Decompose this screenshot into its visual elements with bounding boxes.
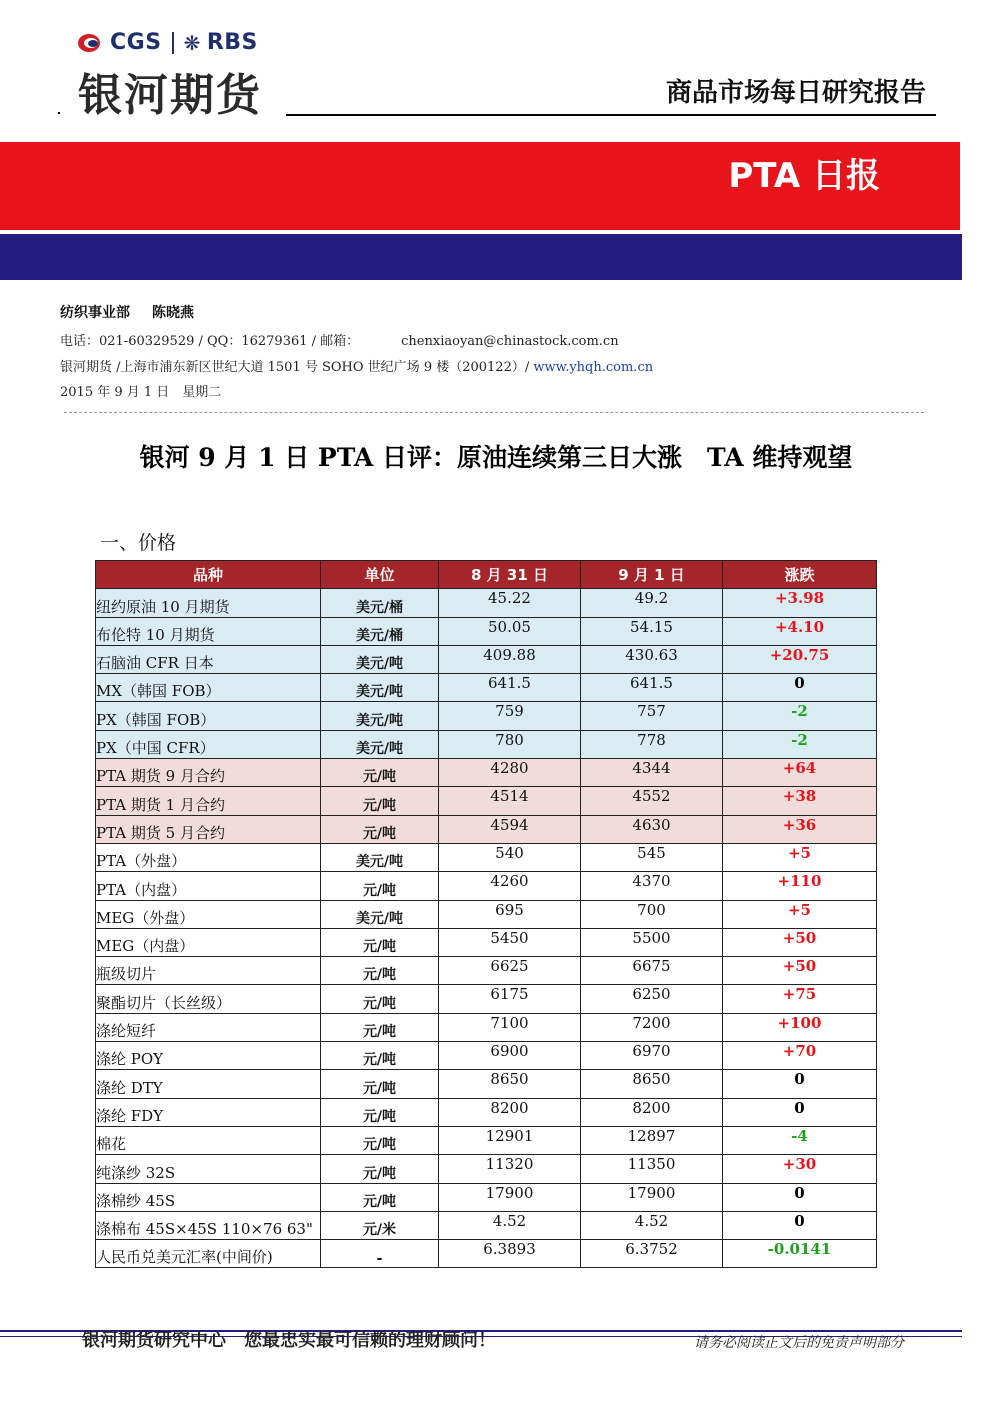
cell-unit: 元/米 <box>321 1211 439 1239</box>
cell-change: +64 <box>723 759 877 787</box>
contact-line <box>60 330 619 349</box>
table-row <box>96 1013 877 1041</box>
cell-curr: 641.5 <box>581 674 723 702</box>
dashed-divider <box>64 412 924 413</box>
header-change: 涨跌 <box>723 561 877 589</box>
table-row <box>96 872 877 900</box>
cell-change: +4.10 <box>723 617 877 645</box>
cell-change: +5 <box>723 843 877 871</box>
cell-prev: 17900 <box>439 1183 581 1211</box>
table-row <box>96 843 877 871</box>
cell-prev: 4280 <box>439 759 581 787</box>
logo-cn-text: 银河期货 <box>78 70 262 121</box>
cell-prev: 695 <box>439 900 581 928</box>
cell-unit: 美元/吨 <box>321 843 439 871</box>
cell-change: -2 <box>723 702 877 730</box>
cell-prev: 7100 <box>439 1013 581 1041</box>
cell-name: 涤纶 POY <box>96 1042 321 1070</box>
cell-name: PTA（内盘） <box>96 872 321 900</box>
table-row <box>96 759 877 787</box>
cell-change: +3.98 <box>723 589 877 617</box>
blue-band <box>0 234 962 280</box>
author-line <box>60 302 194 322</box>
cell-unit: 元/吨 <box>321 1126 439 1154</box>
company-logo <box>78 30 262 123</box>
cell-prev: 50.05 <box>439 617 581 645</box>
cell-change: -2 <box>723 730 877 758</box>
table-row <box>96 900 877 928</box>
cell-unit: 元/吨 <box>321 928 439 956</box>
cell-prev: 6.3893 <box>439 1240 581 1268</box>
cell-unit: 美元/吨 <box>321 645 439 673</box>
table-row <box>96 645 877 673</box>
cell-name: 棉花 <box>96 1126 321 1154</box>
cell-prev: 11320 <box>439 1155 581 1183</box>
cell-name: MEG（内盘） <box>96 928 321 956</box>
cgs-swirl-icon <box>78 32 104 54</box>
cell-prev: 4594 <box>439 815 581 843</box>
cell-unit: 美元/吨 <box>321 702 439 730</box>
table-row <box>96 815 877 843</box>
cell-name: 人民币兑美元汇率(中间价) <box>96 1240 321 1268</box>
cell-name: 涤纶 DTY <box>96 1070 321 1098</box>
cell-name: 聚酯切片（长丝级） <box>96 985 321 1013</box>
cell-unit: 美元/吨 <box>321 900 439 928</box>
header-prev-date: 8 月 31 日 <box>439 561 581 589</box>
cell-prev: 8200 <box>439 1098 581 1126</box>
cell-curr: 5500 <box>581 928 723 956</box>
cell-change: +75 <box>723 985 877 1013</box>
cell-curr: 6970 <box>581 1042 723 1070</box>
cell-unit: 元/吨 <box>321 957 439 985</box>
cell-name: PTA 期货 5 月合约 <box>96 815 321 843</box>
address-text: 银河期货 /上海市浦东新区世纪大道 1501 号 SOHO 世纪广场 9 楼（200122）/ <box>60 360 534 375</box>
cell-change: +50 <box>723 928 877 956</box>
analyst-name: 陈晓燕 <box>152 305 194 321</box>
address-line <box>60 356 653 375</box>
table-row <box>96 589 877 617</box>
email-link[interactable]: chenxiaoyan@chinastock.com.cn <box>401 334 619 349</box>
table-row <box>96 1183 877 1211</box>
cell-change: -4 <box>723 1126 877 1154</box>
cell-curr: 17900 <box>581 1183 723 1211</box>
table-row <box>96 787 877 815</box>
website-link[interactable]: www.yhqh.com.cn <box>533 360 654 375</box>
cell-prev: 4514 <box>439 787 581 815</box>
cell-unit: 元/吨 <box>321 759 439 787</box>
cell-curr: 6250 <box>581 985 723 1013</box>
table-row <box>96 702 877 730</box>
cell-name: 涤棉布 45S×45S 110×76 63" <box>96 1211 321 1239</box>
cell-curr: 545 <box>581 843 723 871</box>
cell-curr: 778 <box>581 730 723 758</box>
cell-unit: 元/吨 <box>321 1013 439 1041</box>
cell-change: +110 <box>723 872 877 900</box>
cell-curr: 8650 <box>581 1070 723 1098</box>
cell-change: 0 <box>723 1098 877 1126</box>
cell-change: +30 <box>723 1155 877 1183</box>
cell-unit: 美元/吨 <box>321 730 439 758</box>
cgs-logo <box>78 30 262 55</box>
cell-curr: 49.2 <box>581 589 723 617</box>
logo-divider <box>172 32 174 54</box>
cell-unit: 元/吨 <box>321 1098 439 1126</box>
cell-prev: 5450 <box>439 928 581 956</box>
cell-unit: 元/吨 <box>321 1070 439 1098</box>
table-row <box>96 985 877 1013</box>
table-row <box>96 1240 877 1268</box>
cell-curr: 6675 <box>581 957 723 985</box>
band-title: PTA 日报 <box>728 156 880 196</box>
cell-prev: 6625 <box>439 957 581 985</box>
page-title: 银河 9 月 1 日 PTA 日评：原油连续第三日大涨 TA 维持观望 <box>139 443 853 472</box>
cell-curr: 4552 <box>581 787 723 815</box>
table-row <box>96 1042 877 1070</box>
cell-name: 涤纶 FDY <box>96 1098 321 1126</box>
cell-curr: 11350 <box>581 1155 723 1183</box>
logo-en-text: CGS <box>110 30 162 55</box>
cell-unit: 元/吨 <box>321 1155 439 1183</box>
cell-name: 瓶级切片 <box>96 957 321 985</box>
cell-name: 涤棉纱 45S <box>96 1183 321 1211</box>
cell-name: 纯涤纱 32S <box>96 1155 321 1183</box>
cell-unit: 美元/桶 <box>321 589 439 617</box>
cell-change: 0 <box>723 1070 877 1098</box>
cell-unit: 美元/吨 <box>321 674 439 702</box>
contact-text: 电话：021-60329529 / QQ：16279361 / 邮箱： <box>60 334 360 349</box>
cell-unit: 元/吨 <box>321 1042 439 1070</box>
table-row <box>96 1155 877 1183</box>
table-row <box>96 1098 877 1126</box>
section-heading: 一、价格 <box>100 532 177 554</box>
cell-change: 0 <box>723 1183 877 1211</box>
cell-unit: 元/吨 <box>321 815 439 843</box>
cell-prev: 4260 <box>439 872 581 900</box>
cell-curr: 4630 <box>581 815 723 843</box>
table-row <box>96 1211 877 1239</box>
footer-slogan: 银河期货研究中心 您最忠实最可信赖的理财顾问！ <box>82 1330 496 1351</box>
cell-curr: 4.52 <box>581 1211 723 1239</box>
cell-change: +5 <box>723 900 877 928</box>
cell-name: PTA 期货 9 月合约 <box>96 759 321 787</box>
cell-change: +50 <box>723 957 877 985</box>
cell-unit: 元/吨 <box>321 787 439 815</box>
cell-prev: 540 <box>439 843 581 871</box>
cell-curr: 54.15 <box>581 617 723 645</box>
cell-unit: - <box>321 1240 439 1268</box>
cell-name: MEG（外盘） <box>96 900 321 928</box>
table-row <box>96 1126 877 1154</box>
cell-name: MX（韩国 FOB） <box>96 674 321 702</box>
rbs-flower-icon: ❋ <box>183 30 201 55</box>
table-row <box>96 1070 877 1098</box>
cell-change: 0 <box>723 674 877 702</box>
cell-prev: 780 <box>439 730 581 758</box>
price-table <box>95 560 877 1268</box>
cell-name: 石脑油 CFR 日本 <box>96 645 321 673</box>
cell-curr: 700 <box>581 900 723 928</box>
cell-curr: 6.3752 <box>581 1240 723 1268</box>
cell-prev: 4.52 <box>439 1211 581 1239</box>
cell-curr: 430.63 <box>581 645 723 673</box>
cell-name: PX（中国 CFR） <box>96 730 321 758</box>
footer-disclaimer: 请务必阅读正文后的免责声明部分 <box>694 1335 904 1351</box>
cell-curr: 757 <box>581 702 723 730</box>
cell-curr: 4370 <box>581 872 723 900</box>
cell-name: 涤纶短纤 <box>96 1013 321 1041</box>
cell-change: +36 <box>723 815 877 843</box>
title-band <box>0 142 960 230</box>
cell-prev: 409.88 <box>439 645 581 673</box>
cell-name: 纽约原油 10 月期货 <box>96 589 321 617</box>
report-date: 2015 年 9 月 1 日 星期二 <box>60 385 222 400</box>
cell-name: 布伦特 10 月期货 <box>96 617 321 645</box>
cell-curr: 12897 <box>581 1126 723 1154</box>
logo-partner-text: RBS <box>206 30 258 55</box>
cell-change: 0 <box>723 1211 877 1239</box>
cell-curr: 4344 <box>581 759 723 787</box>
table-body <box>96 589 877 1268</box>
cell-curr: 8200 <box>581 1098 723 1126</box>
page-dot <box>58 112 60 114</box>
table-row <box>96 674 877 702</box>
report-type: 商品市场每日研究报告 <box>665 78 926 108</box>
cell-unit: 元/吨 <box>321 985 439 1013</box>
department: 纺织事业部 <box>60 305 130 321</box>
header-curr-date: 9 月 1 日 <box>581 561 723 589</box>
cell-prev: 12901 <box>439 1126 581 1154</box>
header-name: 品种 <box>96 561 321 589</box>
cell-prev: 8650 <box>439 1070 581 1098</box>
table-row <box>96 928 877 956</box>
cell-curr: 7200 <box>581 1013 723 1041</box>
cell-prev: 45.22 <box>439 589 581 617</box>
cell-name: PTA 期货 1 月合约 <box>96 787 321 815</box>
cell-name: PX（韩国 FOB） <box>96 702 321 730</box>
cell-prev: 6175 <box>439 985 581 1013</box>
table-row <box>96 957 877 985</box>
cell-prev: 6900 <box>439 1042 581 1070</box>
header-unit: 单位 <box>321 561 439 589</box>
cell-change: +20.75 <box>723 645 877 673</box>
cell-prev: 641.5 <box>439 674 581 702</box>
table-row <box>96 730 877 758</box>
header-rule <box>286 114 936 116</box>
table-row <box>96 617 877 645</box>
cell-unit: 元/吨 <box>321 872 439 900</box>
cell-prev: 759 <box>439 702 581 730</box>
cell-change: +38 <box>723 787 877 815</box>
cell-change: +70 <box>723 1042 877 1070</box>
cell-change: +100 <box>723 1013 877 1041</box>
cell-change: -0.0141 <box>723 1240 877 1268</box>
cell-unit: 美元/桶 <box>321 617 439 645</box>
cell-unit: 元/吨 <box>321 1183 439 1211</box>
cell-name: PTA（外盘） <box>96 843 321 871</box>
table-header-row <box>96 561 877 589</box>
